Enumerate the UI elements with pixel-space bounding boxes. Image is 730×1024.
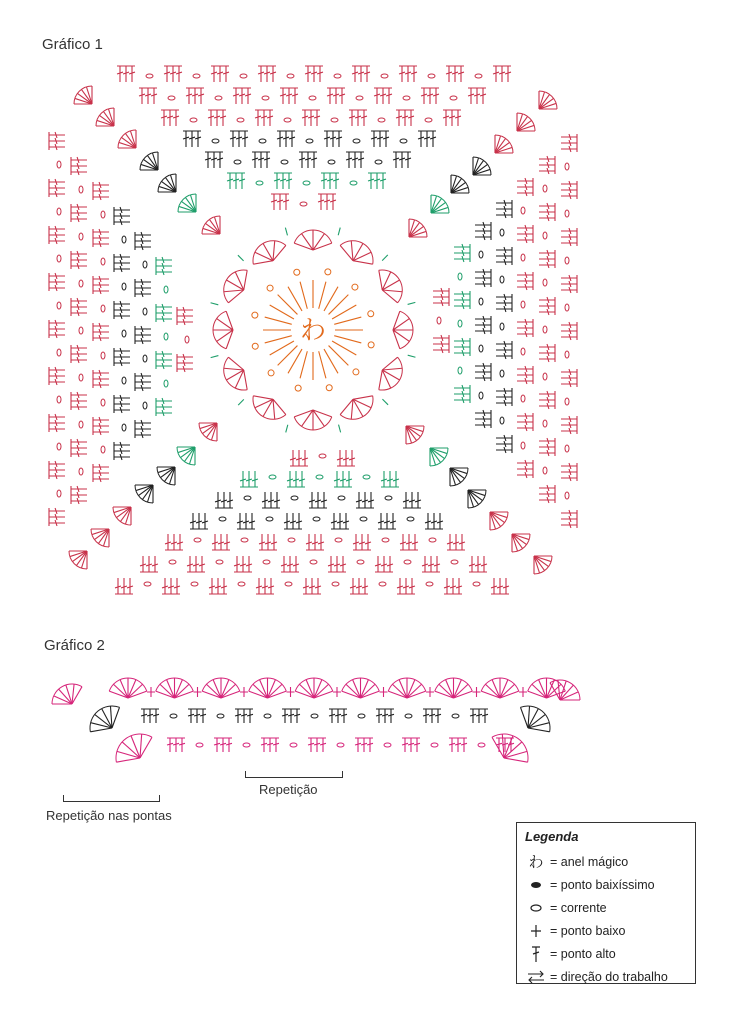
corner-fans bbox=[69, 423, 217, 569]
legend-title: Legenda bbox=[525, 829, 579, 844]
corner-fans bbox=[74, 86, 220, 234]
repeat-label: Repetição bbox=[259, 782, 318, 797]
corner-fans bbox=[406, 426, 552, 574]
chart2-title: Gráfico 2 bbox=[44, 637, 105, 654]
legend-item: = ponto baixíssimo bbox=[525, 873, 687, 896]
repeat-bracket bbox=[245, 771, 343, 778]
legend-item: わ = anel mágico bbox=[525, 850, 687, 873]
border-top-fans bbox=[52, 678, 580, 704]
legend-item: = ponto baixo bbox=[525, 919, 687, 942]
magic-ring-icon: わ bbox=[528, 854, 544, 871]
slip-stitch-icon bbox=[525, 880, 547, 890]
legend-box bbox=[516, 822, 696, 984]
corner-repeat-label: Repetição nas pontas bbox=[46, 808, 172, 823]
legend-item: = ponto alto bbox=[525, 942, 687, 965]
corner-fans bbox=[409, 91, 557, 237]
double-crochet-icon bbox=[525, 945, 547, 963]
single-crochet-icon bbox=[525, 923, 547, 939]
crochet-border-chart bbox=[0, 640, 730, 820]
legend-item: = corrente bbox=[525, 896, 687, 919]
center-flower bbox=[211, 228, 416, 433]
border-bottom-row bbox=[116, 734, 528, 762]
work-direction-icon bbox=[525, 970, 547, 984]
magic-ring-center: わ bbox=[299, 316, 327, 346]
border-middle-row bbox=[90, 706, 550, 732]
chain-icon bbox=[525, 903, 547, 913]
legend-item: = direção do trabalho bbox=[525, 965, 687, 988]
corner-repeat-bracket bbox=[63, 795, 160, 802]
chart1-title: Gráfico 1 bbox=[42, 36, 103, 53]
